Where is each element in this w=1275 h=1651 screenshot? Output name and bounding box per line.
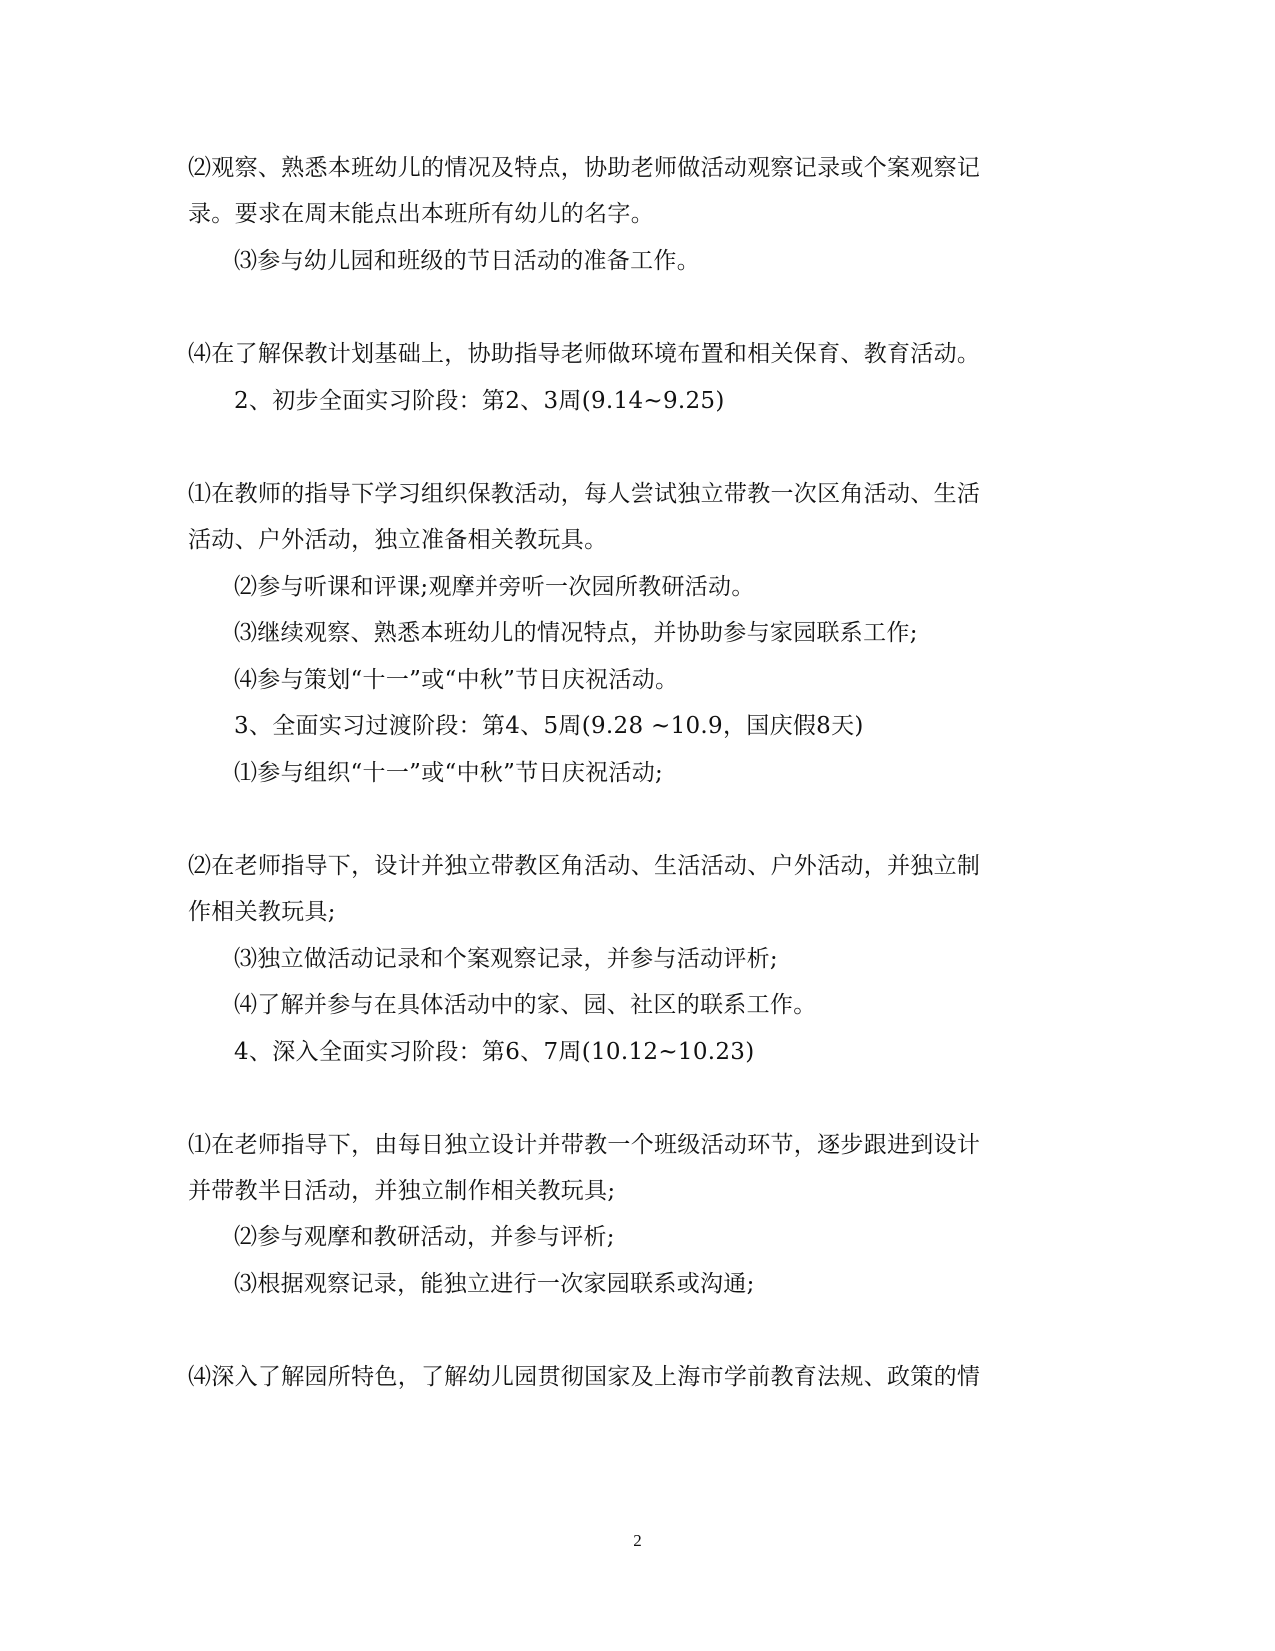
text-line: ⑵参与观摩和教研活动，并参与评析; [234,1224,615,1250]
text-line: ⑴在教师的指导下学习组织保教活动，每人尝试独立带教一次区角活动、生活 [188,481,981,507]
text-line: ⑷在了解保教计划基础上，协助指导老师做环境布置和相关保育、教育活动。 [188,341,981,367]
text-line: ⑶独立做活动记录和个案观察记录，并参与活动评析; [234,946,778,972]
text-line: ⑶继续观察、熟悉本班幼儿的情况特点，并协助参与家园联系工作; [234,620,918,646]
section-heading: 2、初步全面实习阶段：第2、3周(9.14~9.25) [234,388,725,414]
text-line: ⑶参与幼儿园和班级的节日活动的准备工作。 [234,248,700,274]
section-heading: 4、深入全面实习阶段：第6、7周(10.12~10.23) [234,1039,755,1065]
page-number: 2 [633,1531,642,1550]
section-heading: 3、全面实习过渡阶段：第4、5周(9.28 ~10.9，国庆假8天) [234,713,864,739]
text-line: 并带教半日活动，并独立制作相关教玩具; [188,1178,616,1204]
text-line: 录。要求在周末能点出本班所有幼儿的名字。 [188,201,654,227]
text-line: ⑵参与听课和评课;观摩并旁听一次园所教研活动。 [234,574,755,600]
text-line: 活动、户外活动，独立准备相关教玩具。 [188,527,608,553]
text-line: ⑷参与策划“十一”或“中秋”节日庆祝活动。 [234,667,679,693]
text-line: ⑷了解并参与在具体活动中的家、园、社区的联系工作。 [234,992,817,1018]
text-line: ⑵在老师指导下，设计并独立带教区角活动、生活活动、户外活动，并独立制 [188,853,981,879]
text-line: ⑴在老师指导下，由每日独立设计并带教一个班级活动环节，逐步跟进到设计 [188,1132,981,1158]
text-line: ⑴参与组织“十一”或“中秋”节日庆祝活动; [234,760,664,786]
text-line: ⑵观察、熟悉本班幼儿的情况及特点，协助老师做活动观察记录或个案观察记 [188,155,981,181]
text-line: ⑶根据观察记录，能独立进行一次家园联系或沟通; [234,1271,755,1297]
text-line: ⑷深入了解园所特色，了解幼儿园贯彻国家及上海市学前教育法规、政策的情 [188,1364,981,1390]
text-line: 作相关教玩具; [188,899,336,925]
